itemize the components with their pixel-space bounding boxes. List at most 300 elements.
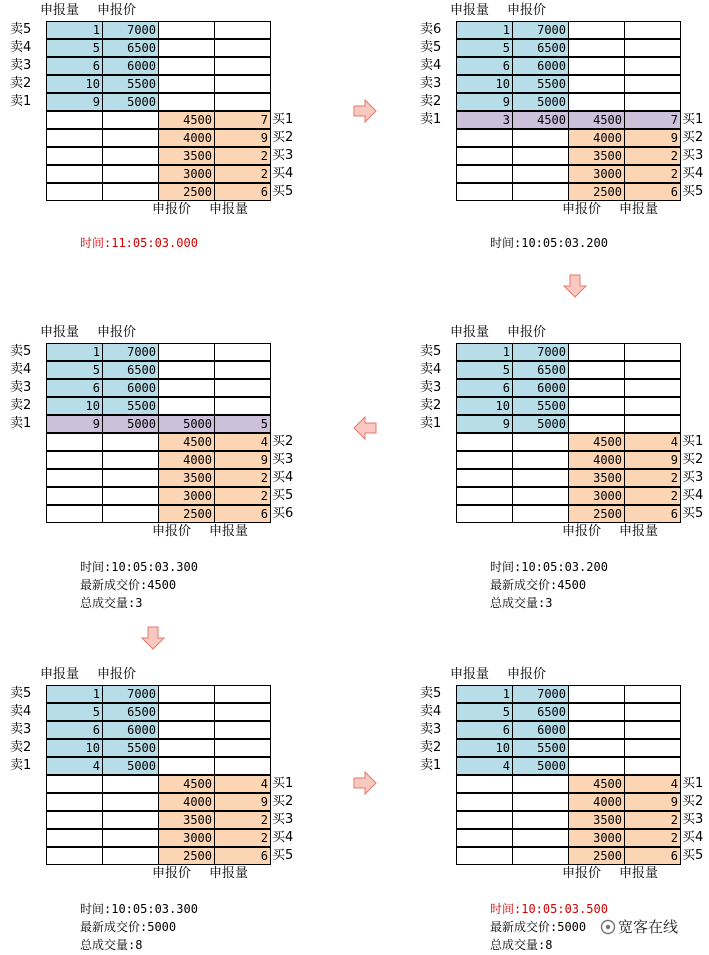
buy-cell: 4 <box>624 433 681 451</box>
empty-cell <box>624 397 681 415</box>
arrow-right-icon <box>352 98 378 124</box>
sell-level-label: 卖2 <box>10 740 32 755</box>
sell-cell: 6 <box>456 721 513 739</box>
buy-level-label: 买2 <box>272 794 294 809</box>
empty-cell <box>158 343 215 361</box>
order-row <box>10 415 300 433</box>
buy-cell: 2 <box>214 469 271 487</box>
sell-cell: 6500 <box>512 361 569 379</box>
buy-cell: 2500 <box>568 847 625 865</box>
buy-cell: 3500 <box>158 811 215 829</box>
order-row <box>10 93 300 111</box>
sell-cell: 5 <box>456 39 513 57</box>
buy-cell: 4000 <box>158 129 215 147</box>
empty-cell <box>46 775 103 793</box>
empty-cell <box>214 361 271 379</box>
buy-cell: 4 <box>214 775 271 793</box>
empty-cell <box>46 847 103 865</box>
empty-cell <box>46 111 103 129</box>
sell-cell: 6000 <box>102 721 159 739</box>
order-row <box>420 129 709 147</box>
buy-cell: 2 <box>214 487 271 505</box>
sell-cell: 6000 <box>102 57 159 75</box>
column-header-top: 申报价 <box>97 325 137 340</box>
empty-cell <box>512 847 569 865</box>
trade-info <box>80 234 198 252</box>
order-book-panel-1 <box>10 3 300 233</box>
buy-level-label: 买1 <box>682 112 704 127</box>
sell-cell: 1 <box>456 21 513 39</box>
sell-cell: 6500 <box>512 39 569 57</box>
buy-cell: 2500 <box>158 505 215 523</box>
sell-cell: 1 <box>456 343 513 361</box>
match-cell: 5000 <box>102 415 159 433</box>
sell-cell: 7000 <box>512 21 569 39</box>
order-row <box>420 111 709 129</box>
buy-cell: 6 <box>624 505 681 523</box>
empty-cell <box>624 685 681 703</box>
order-row <box>10 183 300 201</box>
empty-cell <box>568 415 625 433</box>
empty-cell <box>568 75 625 93</box>
buy-cell: 4000 <box>158 451 215 469</box>
empty-cell <box>102 811 159 829</box>
empty-cell <box>456 451 513 469</box>
empty-cell <box>624 361 681 379</box>
buy-cell: 4500 <box>158 111 215 129</box>
empty-cell <box>46 165 103 183</box>
empty-cell <box>456 165 513 183</box>
empty-cell <box>568 703 625 721</box>
timestamp-text: 时间:11:05:03.000 <box>80 236 198 250</box>
total-volume-text: 总成交量:8 <box>490 938 553 952</box>
order-row <box>420 739 709 757</box>
empty-cell <box>568 379 625 397</box>
empty-cell <box>512 811 569 829</box>
buy-cell: 9 <box>214 793 271 811</box>
empty-cell <box>158 39 215 57</box>
order-row <box>10 685 300 703</box>
empty-cell <box>102 433 159 451</box>
sell-cell: 6 <box>456 57 513 75</box>
sell-cell: 10 <box>46 75 103 93</box>
sell-cell: 6500 <box>102 361 159 379</box>
order-row <box>10 487 300 505</box>
sell-level-label: 卖5 <box>10 22 32 37</box>
order-row <box>420 505 709 523</box>
buy-cell: 2 <box>214 829 271 847</box>
empty-cell <box>456 829 513 847</box>
buy-level-label: 买5 <box>272 848 294 863</box>
order-row <box>420 451 709 469</box>
empty-cell <box>46 451 103 469</box>
empty-cell <box>624 739 681 757</box>
empty-cell <box>512 433 569 451</box>
sell-cell: 4 <box>46 757 103 775</box>
arrow-down-icon <box>140 625 166 651</box>
sell-level-label: 卖3 <box>10 722 32 737</box>
order-row <box>10 75 300 93</box>
buy-cell: 3500 <box>568 147 625 165</box>
buy-cell: 4500 <box>158 433 215 451</box>
column-header-bottom: 申报价 <box>152 202 192 217</box>
buy-cell: 3500 <box>568 469 625 487</box>
sell-cell: 5000 <box>512 415 569 433</box>
empty-cell <box>512 183 569 201</box>
total-volume-text: 总成交量:3 <box>490 596 553 610</box>
timestamp-text: 时间:10:05:03.200 <box>490 236 608 250</box>
order-row <box>10 829 300 847</box>
empty-cell <box>46 433 103 451</box>
buy-level-label: 买4 <box>682 830 704 845</box>
column-header-bottom: 申报量 <box>619 524 659 539</box>
order-row <box>420 379 709 397</box>
column-header-top: 申报价 <box>97 667 137 682</box>
order-book-panel-2 <box>420 3 709 233</box>
column-header-bottom: 申报量 <box>619 202 659 217</box>
column-header-top: 申报量 <box>450 667 490 682</box>
sell-cell: 5000 <box>512 93 569 111</box>
buy-level-label: 买6 <box>272 506 294 521</box>
buy-cell: 4 <box>624 775 681 793</box>
empty-cell <box>624 93 681 111</box>
timestamp-text: 时间:10:05:03.300 <box>80 560 198 574</box>
buy-level-label: 买4 <box>272 830 294 845</box>
match-cell: 9 <box>46 415 103 433</box>
sell-level-label: 卖4 <box>420 362 442 377</box>
order-row <box>10 451 300 469</box>
sell-cell: 5 <box>46 361 103 379</box>
buy-cell: 6 <box>624 183 681 201</box>
order-row <box>10 721 300 739</box>
sell-cell: 9 <box>456 415 513 433</box>
sell-level-label: 卖5 <box>420 686 442 701</box>
buy-cell: 4 <box>214 433 271 451</box>
buy-cell: 9 <box>624 451 681 469</box>
sell-cell: 10 <box>46 397 103 415</box>
column-header-bottom: 申报量 <box>209 524 249 539</box>
buy-cell: 6 <box>214 847 271 865</box>
sell-cell: 5500 <box>512 75 569 93</box>
sell-level-label: 卖1 <box>420 758 442 773</box>
arrow-left-icon <box>352 415 378 441</box>
empty-cell <box>102 775 159 793</box>
empty-cell <box>512 165 569 183</box>
last-price-text: 最新成交价:5000 <box>490 920 587 934</box>
empty-cell <box>456 183 513 201</box>
order-row <box>10 505 300 523</box>
sell-cell: 9 <box>456 93 513 111</box>
sell-level-label: 卖4 <box>10 704 32 719</box>
timestamp-text: 时间:10:05:03.200 <box>490 560 608 574</box>
sell-cell: 5 <box>46 703 103 721</box>
column-header-bottom: 申报价 <box>152 866 192 881</box>
sell-cell: 6000 <box>512 57 569 75</box>
empty-cell <box>102 793 159 811</box>
buy-cell: 6 <box>624 847 681 865</box>
trade-info <box>490 558 608 612</box>
order-book-panel-3 <box>10 325 300 555</box>
empty-cell <box>456 505 513 523</box>
empty-cell <box>46 793 103 811</box>
wechat-channel-icon <box>600 919 616 935</box>
column-header-top: 申报量 <box>40 3 80 18</box>
order-row <box>420 469 709 487</box>
sell-level-label: 卖2 <box>10 398 32 413</box>
empty-cell <box>214 379 271 397</box>
buy-cell: 4500 <box>568 433 625 451</box>
sell-level-label: 卖3 <box>420 380 442 395</box>
sell-cell: 5000 <box>512 757 569 775</box>
empty-cell <box>456 487 513 505</box>
empty-cell <box>456 147 513 165</box>
order-row <box>10 469 300 487</box>
order-row <box>10 775 300 793</box>
order-row <box>10 361 300 379</box>
sell-cell: 1 <box>46 343 103 361</box>
sell-cell: 5 <box>456 361 513 379</box>
empty-cell <box>46 183 103 201</box>
sell-cell: 6000 <box>512 379 569 397</box>
last-price-text: 最新成交价:4500 <box>490 578 587 592</box>
sell-level-label: 卖4 <box>10 40 32 55</box>
sell-level-label: 卖1 <box>10 416 32 431</box>
order-row <box>420 21 709 39</box>
sell-cell: 5500 <box>512 739 569 757</box>
empty-cell <box>46 829 103 847</box>
sell-level-label: 卖2 <box>420 94 442 109</box>
buy-cell: 2 <box>624 165 681 183</box>
sell-level-label: 卖1 <box>420 112 442 127</box>
buy-cell: 2500 <box>568 505 625 523</box>
empty-cell <box>46 811 103 829</box>
order-row <box>10 703 300 721</box>
sell-level-label: 卖2 <box>420 398 442 413</box>
order-row <box>10 21 300 39</box>
empty-cell <box>214 93 271 111</box>
empty-cell <box>624 721 681 739</box>
empty-cell <box>102 487 159 505</box>
buy-level-label: 买1 <box>272 112 294 127</box>
sell-cell: 5500 <box>102 397 159 415</box>
order-row <box>420 39 709 57</box>
order-row <box>10 111 300 129</box>
sell-level-label: 卖1 <box>10 94 32 109</box>
order-row <box>10 39 300 57</box>
order-row <box>420 165 709 183</box>
column-header-bottom: 申报价 <box>562 524 602 539</box>
buy-cell: 7 <box>214 111 271 129</box>
sell-cell: 6500 <box>102 703 159 721</box>
arrow-down-icon <box>562 273 588 299</box>
buy-level-label: 买1 <box>682 434 704 449</box>
empty-cell <box>568 721 625 739</box>
sell-level-label: 卖1 <box>10 758 32 773</box>
order-row <box>420 361 709 379</box>
buy-level-label: 买3 <box>682 470 704 485</box>
buy-level-label: 买4 <box>272 470 294 485</box>
order-row <box>10 793 300 811</box>
buy-level-label: 买1 <box>272 776 294 791</box>
order-row <box>420 829 709 847</box>
empty-cell <box>102 165 159 183</box>
order-row <box>10 847 300 865</box>
column-header-bottom: 申报价 <box>152 524 192 539</box>
empty-cell <box>456 775 513 793</box>
empty-cell <box>568 397 625 415</box>
buy-level-label: 买5 <box>682 848 704 863</box>
order-row <box>420 487 709 505</box>
sell-cell: 7000 <box>102 343 159 361</box>
buy-level-label: 买3 <box>272 812 294 827</box>
column-header-top: 申报量 <box>450 325 490 340</box>
match-cell: 5000 <box>158 415 215 433</box>
empty-cell <box>158 721 215 739</box>
buy-cell: 2 <box>624 829 681 847</box>
empty-cell <box>568 685 625 703</box>
sell-cell: 10 <box>456 739 513 757</box>
trade-info <box>80 900 198 954</box>
buy-level-label: 买2 <box>272 434 294 449</box>
empty-cell <box>624 757 681 775</box>
column-header-bottom: 申报价 <box>562 866 602 881</box>
order-row <box>10 811 300 829</box>
sell-level-label: 卖4 <box>420 704 442 719</box>
empty-cell <box>158 397 215 415</box>
order-row <box>10 165 300 183</box>
sell-cell: 4 <box>456 757 513 775</box>
order-row <box>420 343 709 361</box>
sell-cell: 1 <box>46 21 103 39</box>
buy-cell: 3500 <box>568 811 625 829</box>
empty-cell <box>46 129 103 147</box>
order-row <box>420 75 709 93</box>
sell-cell: 5000 <box>102 757 159 775</box>
order-row <box>10 433 300 451</box>
order-row <box>420 847 709 865</box>
buy-cell: 4500 <box>568 775 625 793</box>
sell-level-label: 卖5 <box>10 344 32 359</box>
sell-cell: 6 <box>46 721 103 739</box>
buy-level-label: 买1 <box>682 776 704 791</box>
last-price-text: 最新成交价:5000 <box>80 920 177 934</box>
buy-cell: 2500 <box>158 847 215 865</box>
empty-cell <box>512 793 569 811</box>
order-row <box>10 379 300 397</box>
empty-cell <box>568 57 625 75</box>
sell-cell: 6 <box>46 379 103 397</box>
sell-level-label: 卖5 <box>420 40 442 55</box>
sell-cell: 5 <box>456 703 513 721</box>
buy-level-label: 买5 <box>272 184 294 199</box>
sell-cell: 10 <box>456 75 513 93</box>
empty-cell <box>214 739 271 757</box>
empty-cell <box>46 147 103 165</box>
empty-cell <box>512 505 569 523</box>
sell-level-label: 卖1 <box>420 416 442 431</box>
empty-cell <box>214 75 271 93</box>
sell-level-label: 卖2 <box>420 740 442 755</box>
empty-cell <box>456 129 513 147</box>
buy-cell: 2500 <box>158 183 215 201</box>
order-row <box>420 685 709 703</box>
column-header-top: 申报量 <box>40 667 80 682</box>
empty-cell <box>158 757 215 775</box>
empty-cell <box>568 39 625 57</box>
buy-cell: 2 <box>624 811 681 829</box>
empty-cell <box>512 775 569 793</box>
empty-cell <box>512 469 569 487</box>
buy-cell: 4500 <box>158 775 215 793</box>
order-row <box>420 721 709 739</box>
sell-level-label: 卖4 <box>420 58 442 73</box>
sell-cell: 6000 <box>512 721 569 739</box>
buy-cell: 4000 <box>158 793 215 811</box>
empty-cell <box>102 505 159 523</box>
buy-cell: 3000 <box>568 487 625 505</box>
order-row <box>10 129 300 147</box>
empty-cell <box>158 685 215 703</box>
match-cell: 4500 <box>512 111 569 129</box>
column-header-bottom: 申报价 <box>562 202 602 217</box>
sell-cell: 6500 <box>102 39 159 57</box>
empty-cell <box>214 397 271 415</box>
empty-cell <box>158 21 215 39</box>
sell-cell: 7000 <box>512 343 569 361</box>
arrow-right-icon <box>352 770 378 796</box>
order-book-panel-5 <box>10 667 300 897</box>
buy-cell: 2 <box>214 147 271 165</box>
order-book-panel-6 <box>420 667 709 897</box>
empty-cell <box>158 57 215 75</box>
buy-level-label: 买2 <box>272 130 294 145</box>
empty-cell <box>214 685 271 703</box>
column-header-top: 申报量 <box>40 325 80 340</box>
buy-cell: 2 <box>214 165 271 183</box>
watermark <box>596 916 682 937</box>
buy-level-label: 买5 <box>272 488 294 503</box>
empty-cell <box>568 93 625 111</box>
empty-cell <box>46 469 103 487</box>
sell-cell: 10 <box>46 739 103 757</box>
empty-cell <box>624 343 681 361</box>
order-row <box>420 57 709 75</box>
column-header-bottom: 申报量 <box>209 866 249 881</box>
sell-level-label: 卖3 <box>420 722 442 737</box>
order-row <box>420 147 709 165</box>
column-header-top: 申报价 <box>507 667 547 682</box>
empty-cell <box>102 451 159 469</box>
empty-cell <box>624 39 681 57</box>
empty-cell <box>456 469 513 487</box>
empty-cell <box>568 757 625 775</box>
order-row <box>10 57 300 75</box>
empty-cell <box>624 21 681 39</box>
order-row <box>10 757 300 775</box>
buy-cell: 3000 <box>158 829 215 847</box>
buy-cell: 9 <box>214 129 271 147</box>
sell-level-label: 卖5 <box>420 344 442 359</box>
buy-cell: 6 <box>214 183 271 201</box>
total-volume-text: 总成交量:8 <box>80 938 143 952</box>
empty-cell <box>624 379 681 397</box>
buy-cell: 2500 <box>568 183 625 201</box>
empty-cell <box>214 757 271 775</box>
sell-cell: 6 <box>456 379 513 397</box>
sell-cell: 5 <box>46 39 103 57</box>
order-row <box>420 775 709 793</box>
buy-level-label: 买2 <box>682 130 704 145</box>
